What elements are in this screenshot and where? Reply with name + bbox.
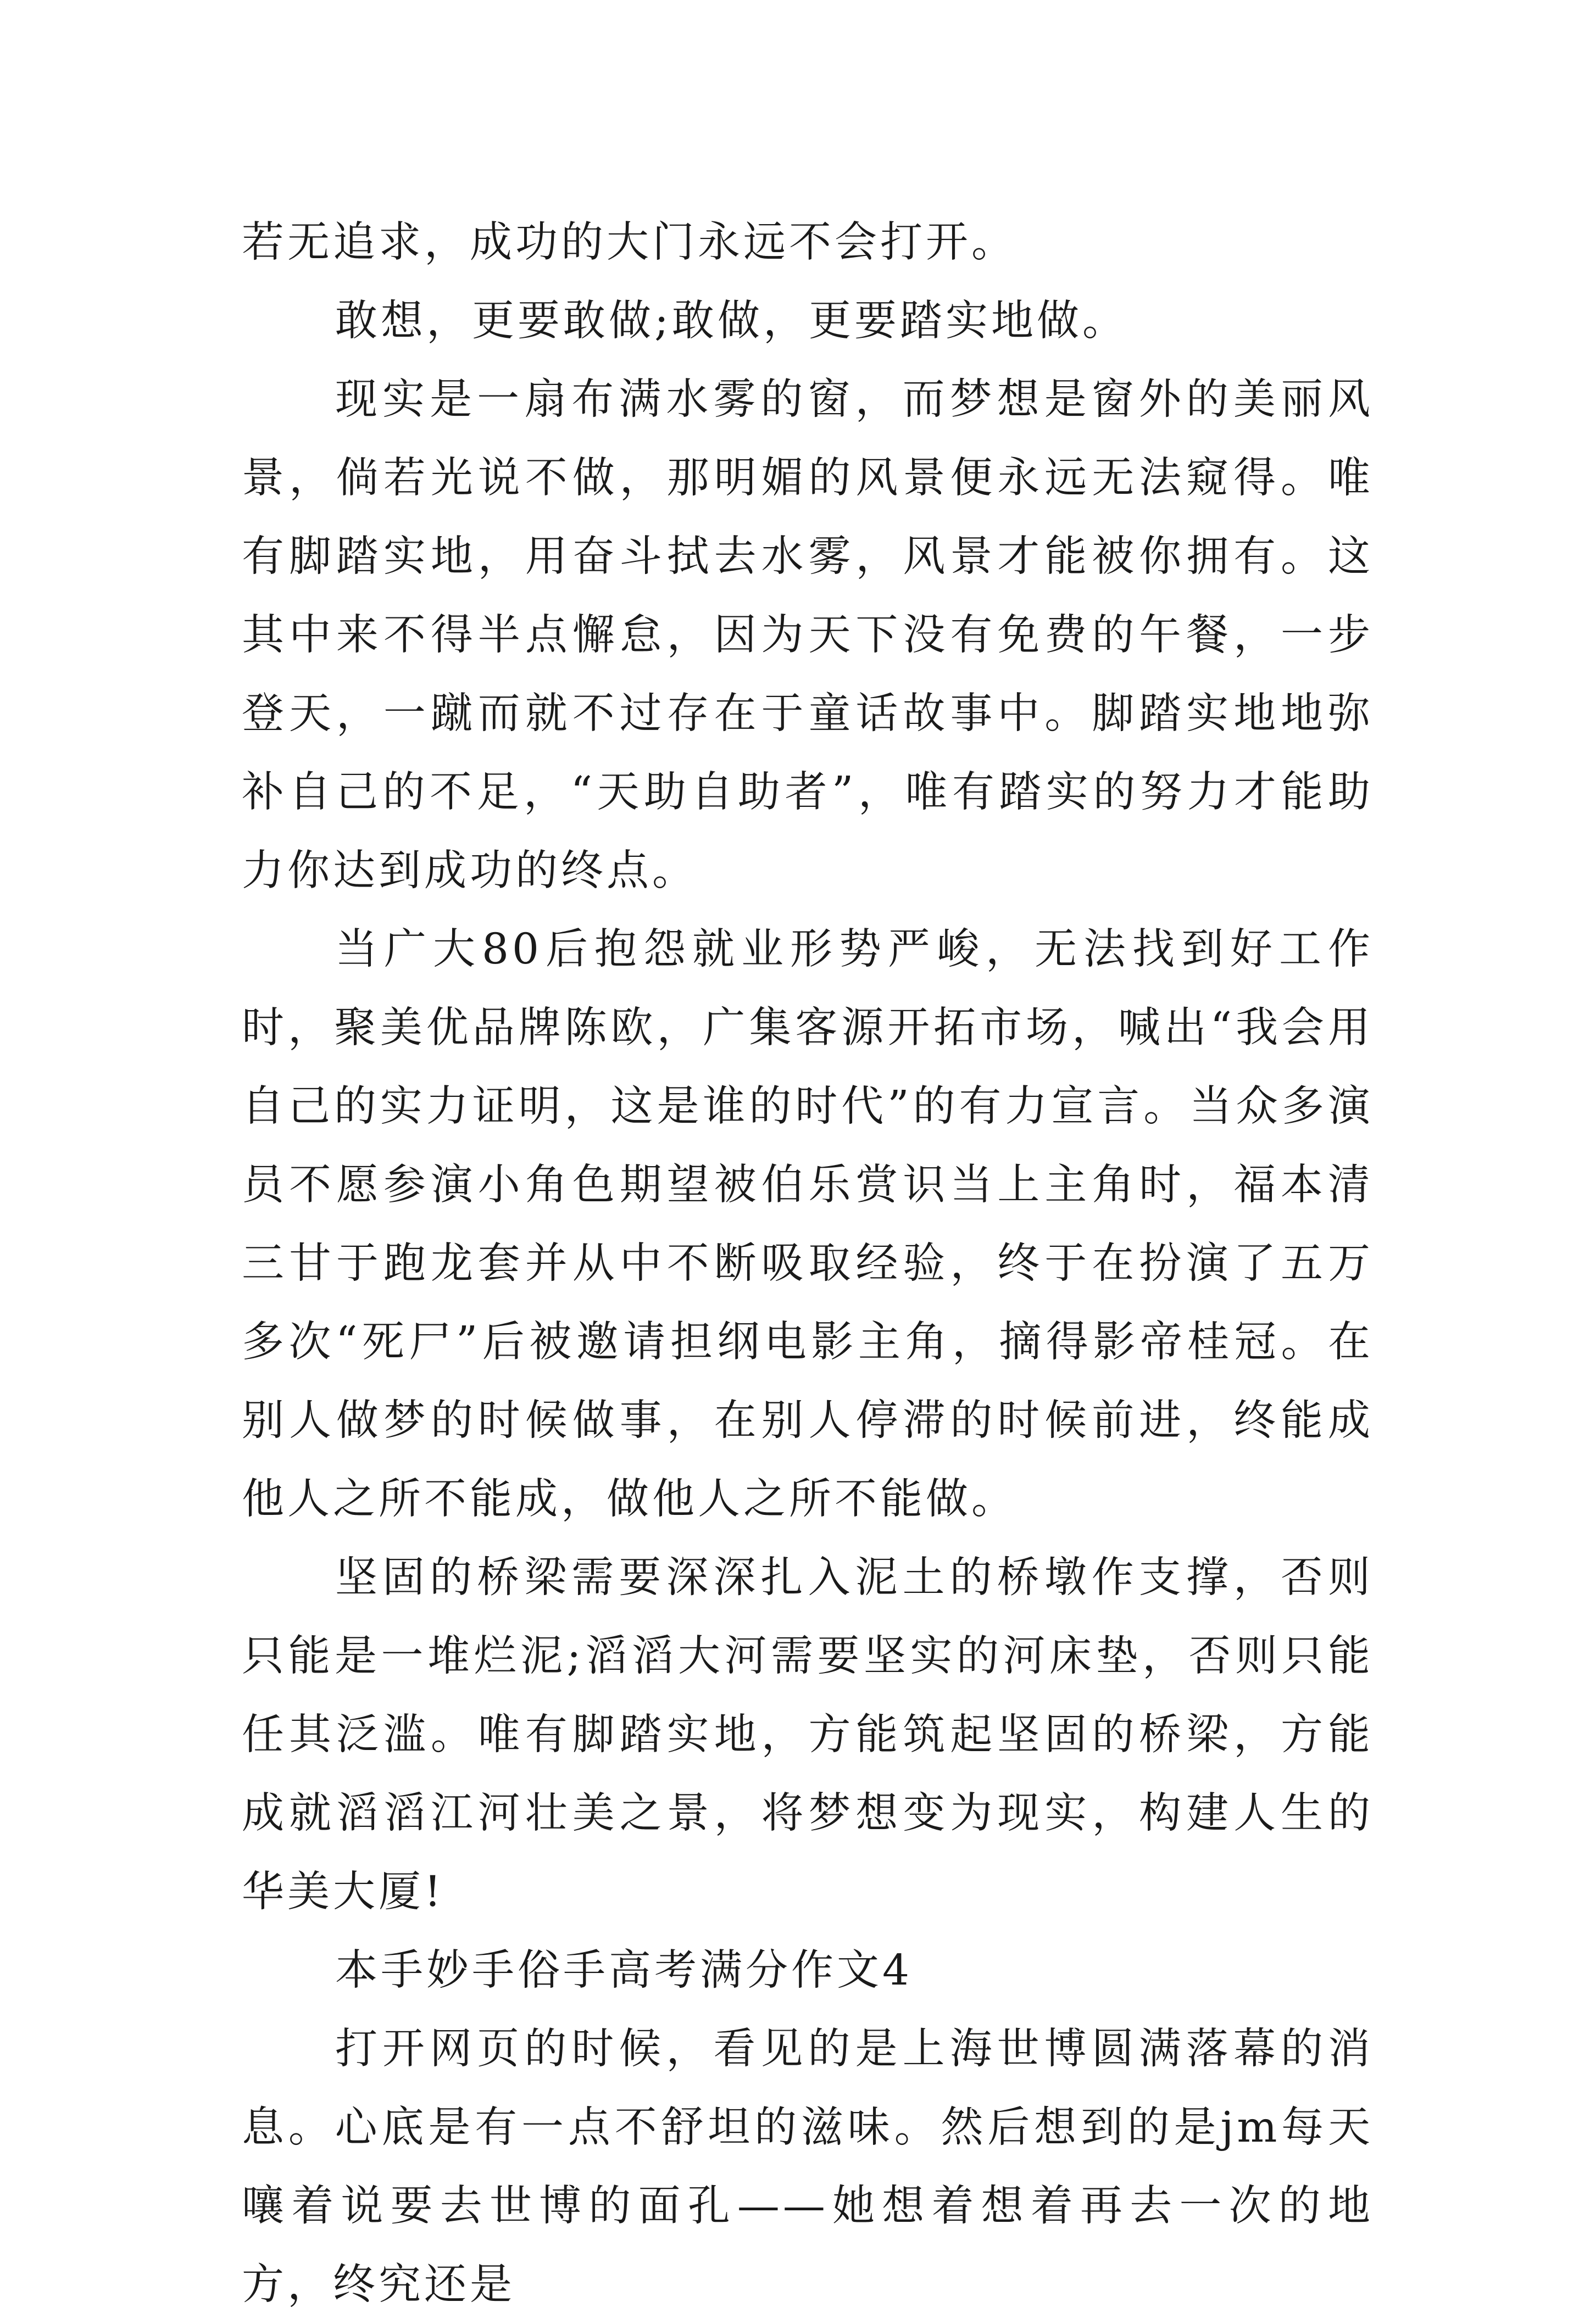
- paragraph-5: 坚固的桥梁需要深深扎入泥土的桥墩作支撑，否则只能是一堆烂泥;滔滔大河需要坚实的河床垫，否则只能任其泛滥。唯有脚踏实地，方能筑起坚固的桥梁，方能成就滔滔江河壮美之景，将梦想变为现实，构建人生的华美大厦!: [242, 1553, 1374, 1916]
- paragraph-6: 打开网页的时候，看见的是上海世博圆满落幕的消息。心底是有一点不舒坦的滋味。然后想到的是jm每天嚷着说要去世博的面孔——她想着想着再去一次的地方，终究还是: [242, 2025, 1374, 2309]
- essay-body: [242, 203, 1374, 2324]
- paragraph-4: 当广大80后抱怨就业形势严峻，无法找到好工作时，聚美优品牌陈欧，广集客源开拓市场，喊出“我会用自己的实力证明，这是谁的时代”的有力宣言。当众多演员不愿参演小角色期望被伯乐赏识当上主角时，福本清三甘于跑龙套并从中不断吸取经验，终于在扮演了五万多次“死尸”后被邀请担纲电影主角，摘得影帝桂冠。在别人做梦的时候做事，在别人停滞的时候前进，终能成他人之所不能成，做他人之所不能做。: [242, 925, 1374, 1524]
- paragraph-1: 若无追求，成功的大门永远不会打开。: [242, 218, 1017, 267]
- paragraph-3: 现实是一扇布满水雾的窗，而梦想是窗外的美丽风景，倘若光说不做，那明媚的风景便永远无法窥得。唯有脚踏实地，用奋斗拭去水雾，风景才能被你拥有。这其中来不得半点懈怠，因为天下没有免费的午餐，一步登天，一蹴而就不过存在于童话故事中。脚踏实地地弥补自己的不足，“天助自助者”，唯有踏实的努力才能助力你达到成功的终点。: [242, 375, 1374, 895]
- section-heading: 本手妙手俗手高考满分作文4: [335, 1946, 913, 1995]
- paragraph-2: 敢想，更要敢做;敢做，更要踏实地做。: [335, 297, 1128, 345]
